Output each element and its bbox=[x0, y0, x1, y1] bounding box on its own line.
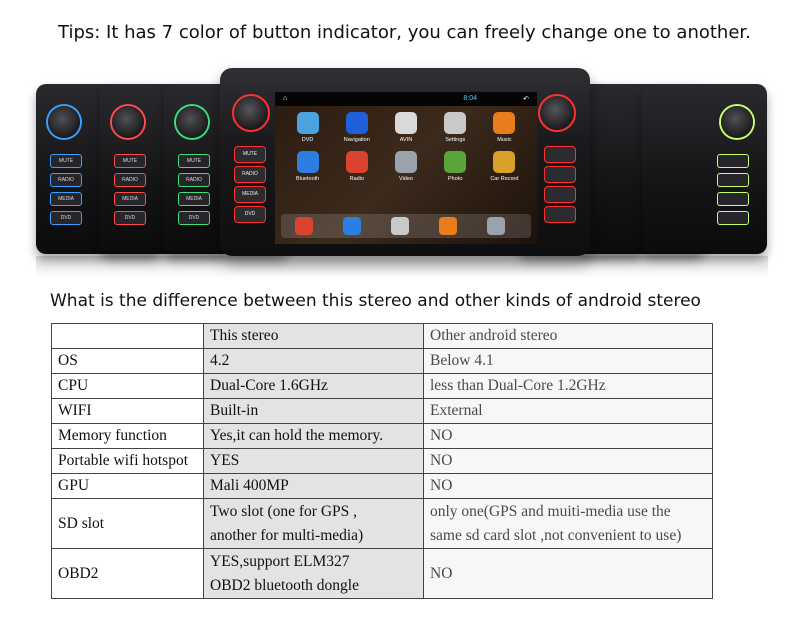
this-stereo-cell: Dual-Core 1.6GHz bbox=[204, 374, 424, 399]
app-icon-image bbox=[346, 151, 368, 173]
reflection bbox=[36, 256, 768, 278]
other-stereo-cell bbox=[424, 499, 713, 549]
unit-button: MUTE bbox=[50, 154, 82, 168]
unit-button: RADIO bbox=[50, 173, 82, 187]
feature-cell: Portable wifi hotspot bbox=[52, 449, 204, 474]
cell-line: same sd card slot ,not convenient to use) bbox=[430, 526, 682, 544]
unit-button: DVD bbox=[50, 211, 82, 225]
app-icon bbox=[381, 112, 430, 143]
app-icon-image bbox=[346, 112, 368, 134]
dock-icon bbox=[439, 217, 457, 235]
app-icon bbox=[480, 112, 529, 143]
feature-cell: WIFI bbox=[52, 399, 204, 424]
feature-cell: SD slot bbox=[52, 499, 204, 549]
prev-button bbox=[544, 186, 576, 203]
unit-button bbox=[717, 211, 749, 225]
volume-knob bbox=[48, 106, 80, 138]
table-row bbox=[52, 349, 713, 374]
home-icon: ⌂ bbox=[283, 95, 288, 102]
product-photo bbox=[36, 66, 768, 278]
app-label: Photo bbox=[448, 176, 463, 182]
app-label: Music bbox=[497, 137, 512, 143]
android-screen bbox=[275, 92, 537, 244]
header-cell: This stereo bbox=[204, 324, 424, 349]
main-stereo-unit bbox=[220, 68, 590, 256]
app-icon bbox=[332, 112, 381, 143]
stereo-unit-lime bbox=[642, 84, 767, 254]
unit-button: DVD bbox=[178, 211, 210, 225]
app-icon bbox=[431, 151, 480, 182]
tips-text: Tips: It has 7 color of button indicator, you can freely change one to another. bbox=[58, 22, 751, 43]
cell-line: YES,support ELM327 bbox=[210, 552, 350, 570]
dock-icon bbox=[391, 217, 409, 235]
cell-line: Two slot (one for GPS , bbox=[210, 502, 358, 520]
unit-button bbox=[717, 154, 749, 168]
app-grid bbox=[283, 112, 529, 182]
app-icon-image bbox=[297, 112, 319, 134]
this-stereo-cell: 4.2 bbox=[204, 349, 424, 374]
tune-knob bbox=[538, 94, 576, 132]
volume-knob bbox=[232, 94, 270, 132]
app-label: DVD bbox=[301, 137, 314, 143]
unit-button: RADIO bbox=[114, 173, 146, 187]
app-icon-image bbox=[297, 151, 319, 173]
dvd-button: DVD bbox=[234, 206, 266, 223]
table-row bbox=[52, 549, 713, 599]
this-stereo-cell: Mali 400MP bbox=[204, 474, 424, 499]
app-icon bbox=[431, 112, 480, 143]
other-stereo-cell: NO bbox=[424, 449, 713, 474]
unit-button bbox=[717, 192, 749, 206]
app-icon-image bbox=[444, 151, 466, 173]
app-icon bbox=[480, 151, 529, 182]
app-icon-image bbox=[395, 151, 417, 173]
feature-cell: OS bbox=[52, 349, 204, 374]
other-stereo-cell: NO bbox=[424, 549, 713, 599]
feature-cell: Memory function bbox=[52, 424, 204, 449]
feature-cell: CPU bbox=[52, 374, 204, 399]
clock: 8:04 bbox=[463, 95, 477, 102]
next-button bbox=[544, 206, 576, 223]
unit-button: MUTE bbox=[114, 154, 146, 168]
cell-line: OBD2 bluetooth dongle bbox=[210, 576, 359, 594]
feature-cell: GPU bbox=[52, 474, 204, 499]
dock-icon bbox=[487, 217, 505, 235]
app-label: Radio bbox=[349, 176, 364, 182]
header-cell: Other android stereo bbox=[424, 324, 713, 349]
radio-button: RADIO bbox=[234, 166, 266, 183]
eject-button bbox=[544, 146, 576, 163]
back-icon: ↶ bbox=[523, 96, 529, 103]
status-bar bbox=[275, 92, 537, 106]
app-icon bbox=[283, 151, 332, 182]
unit-button: MEDIA bbox=[50, 192, 82, 206]
table-row bbox=[52, 424, 713, 449]
table-row bbox=[52, 374, 713, 399]
app-icon-image bbox=[493, 151, 515, 173]
app-label: Video bbox=[399, 176, 413, 182]
comparison-table bbox=[51, 323, 713, 599]
this-stereo-cell: Yes,it can hold the memory. bbox=[204, 424, 424, 449]
unit-button: MEDIA bbox=[178, 192, 210, 206]
volume-knob bbox=[112, 106, 144, 138]
unit-button: MEDIA bbox=[114, 192, 146, 206]
other-stereo-cell: less than Dual-Core 1.2GHz bbox=[424, 374, 713, 399]
unit-button: MUTE bbox=[178, 154, 210, 168]
app-icon bbox=[381, 151, 430, 182]
app-label: Bluetooth bbox=[295, 176, 320, 182]
app-label: Navigation bbox=[343, 137, 370, 143]
other-stereo-cell: External bbox=[424, 399, 713, 424]
app-label: Settings bbox=[445, 137, 466, 143]
this-stereo-cell: Built-in bbox=[204, 399, 424, 424]
other-stereo-cell: Below 4.1 bbox=[424, 349, 713, 374]
table-row bbox=[52, 474, 713, 499]
table-row bbox=[52, 499, 713, 549]
app-icon bbox=[283, 112, 332, 143]
unit-button: DVD bbox=[114, 211, 146, 225]
app-icon-image bbox=[444, 112, 466, 134]
other-stereo-cell: NO bbox=[424, 424, 713, 449]
app-icon-image bbox=[395, 112, 417, 134]
app-label: Car Record bbox=[490, 176, 519, 182]
table-row bbox=[52, 449, 713, 474]
this-stereo-cell bbox=[204, 549, 424, 599]
feature-cell: OBD2 bbox=[52, 549, 204, 599]
dock-icon bbox=[295, 217, 313, 235]
volume-knob bbox=[176, 106, 208, 138]
app-icon bbox=[332, 151, 381, 182]
cell-line: another for multi-media) bbox=[210, 526, 364, 544]
other-stereo-cell: NO bbox=[424, 474, 713, 499]
media-button: MEDIA bbox=[234, 186, 266, 203]
play-button bbox=[544, 166, 576, 183]
app-icon-image bbox=[493, 112, 515, 134]
table-header-row bbox=[52, 324, 713, 349]
this-stereo-cell: YES bbox=[204, 449, 424, 474]
header-cell bbox=[52, 324, 204, 349]
volume-knob bbox=[721, 106, 753, 138]
dock-icon bbox=[343, 217, 361, 235]
unit-button bbox=[717, 173, 749, 187]
this-stereo-cell bbox=[204, 499, 424, 549]
mute-button: MUTE bbox=[234, 146, 266, 163]
table-row bbox=[52, 399, 713, 424]
app-label: AVIN bbox=[399, 137, 413, 143]
comparison-title: What is the difference between this stereo and other kinds of android stereo bbox=[50, 291, 701, 311]
cell-line: only one(GPS and muiti-media use the bbox=[430, 502, 671, 520]
unit-button: RADIO bbox=[178, 173, 210, 187]
app-dock bbox=[281, 214, 531, 238]
